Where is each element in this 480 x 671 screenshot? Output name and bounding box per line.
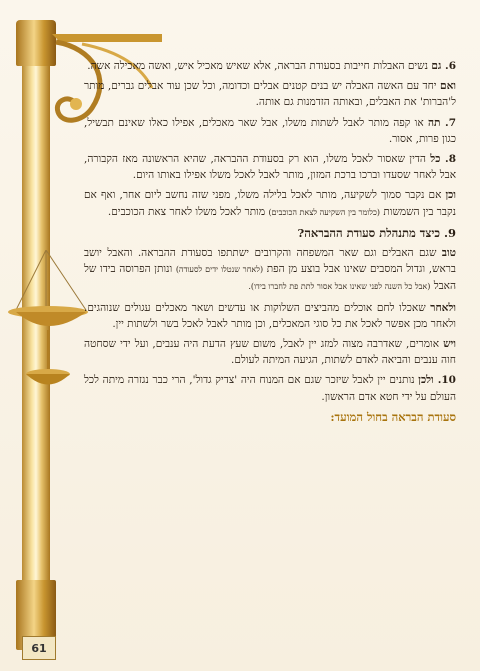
paragraph-lead: ואם — [440, 80, 456, 93]
paragraph-text: או קפה מותר לאבל לשתות משלו, אבל שאר מאכלים, אפילו כאלו שאינם תבשיל, כגון פרות, אסור. — [84, 116, 456, 145]
paragraph-ve-leachar — [84, 300, 456, 332]
paragraph-ve-im — [84, 78, 456, 110]
paragraph-ve-yesh — [84, 336, 456, 368]
paragraph-lead: ולאחר — [430, 301, 456, 314]
paragraph-8 — [84, 151, 456, 183]
paragraph-text: ונותן הפרוסה בידו של האבל — [84, 263, 456, 293]
pillar-capital — [16, 20, 56, 66]
text-body — [84, 58, 456, 425]
paragraph-text: יחד עם האשה האבלה יש בנים קטנים אבלים וכדומה, וכל שכן עוד אבלים גברים, מותר ל'הברות' את האבלים, ובאותה הזדמנות גם אותה. — [84, 80, 456, 109]
paragraph-lead: טוב — [441, 247, 456, 260]
paragraph-lead: וכן — [445, 189, 456, 202]
paragraph-lead: 10. ולכן — [418, 374, 456, 387]
paragraph-6 — [84, 58, 456, 74]
paragraph-lead: ויש — [443, 338, 456, 351]
paragraph-text: שאכלו לחם אוכלים מהביצים השלוקות או עדשים ושאר מאכלים עגולים שנוהגים. ולאחר מכן אפשר לאכל את כל סוגי המאכלים, וכן מותר לאבל לאכל בשר ולשתות יין. — [84, 301, 456, 330]
paragraph-lead: 8. כל — [430, 153, 456, 166]
paragraph-text: אומרים, שאדרבה מצוה למזג יין לאבל, משום שעץ הדעת היה ענבים, ועל ידי שסחטה חוה ענבים והביאה לאדם לשתות, הגיעה המיתה לעולם. — [84, 338, 456, 367]
section-heading: 9. כיצד מתנהלת סעודת ההבראה? — [297, 225, 456, 240]
paragraph-note: (כלומר בין השקיעה לצאת הכוכבים) — [268, 207, 381, 217]
paragraph-10 — [84, 372, 456, 404]
paragraph-7 — [84, 115, 456, 147]
paragraph-text: מותר לאכל משלו לאחר צאת הכוכבים. — [107, 205, 266, 218]
page-number: 61 — [22, 636, 56, 660]
paragraph-lead: 6. גם — [431, 60, 456, 72]
footer-heading: סעודת הבראה בחול המועד: — [330, 409, 456, 424]
paragraph-lead: 7. תה — [427, 116, 456, 129]
paragraph-text: הדין שאסור לאכל משלו, הוא רק בסעודת ההבראה, שהיא הראשונה מאז הקבורה, אבל לאחר שסעדו וברכו ברכת המזון, מותר לאבל לאכל משלו אפילו באותו היום. — [84, 153, 456, 182]
paragraph-ve-chen — [84, 187, 456, 220]
paragraph-note: (לאחר שנטלו ידים לסעודה) — [175, 265, 264, 275]
paragraph-text: שגם האבלים וגם שאר המשפחה והקרובים ישתתפו בסעודת ההבראה. והאבל יושב בראש, וגדול המסבים שאינו אבל בוצע מן הפת — [84, 247, 456, 276]
paragraph-text: אם נקבר סמוך לשקיעה, מותר לאכל בלילה משלו, מפני שזה נחשב ליום אחר, ואף אם נקבר בין השמשות — [84, 189, 456, 218]
paragraph-note: (אבל כל השנה לפני שאינו אבל אסור לתת פת לחברו בידו). — [248, 282, 431, 292]
paragraph-text: נותנים יין לאבל שיזכר שגם אם המנוח היה 'צדיק גדול', הרי כבר נגזרה מיתה לכל העולם על ידי חטא אדם הראשון. — [84, 374, 456, 403]
paragraph-tov — [84, 245, 456, 296]
paragraph-text: נשים האבלות חייבות בסעודת הבראה, אלא שאיש מאכיל איש, ואשה מאכילה אשה. — [87, 60, 428, 72]
